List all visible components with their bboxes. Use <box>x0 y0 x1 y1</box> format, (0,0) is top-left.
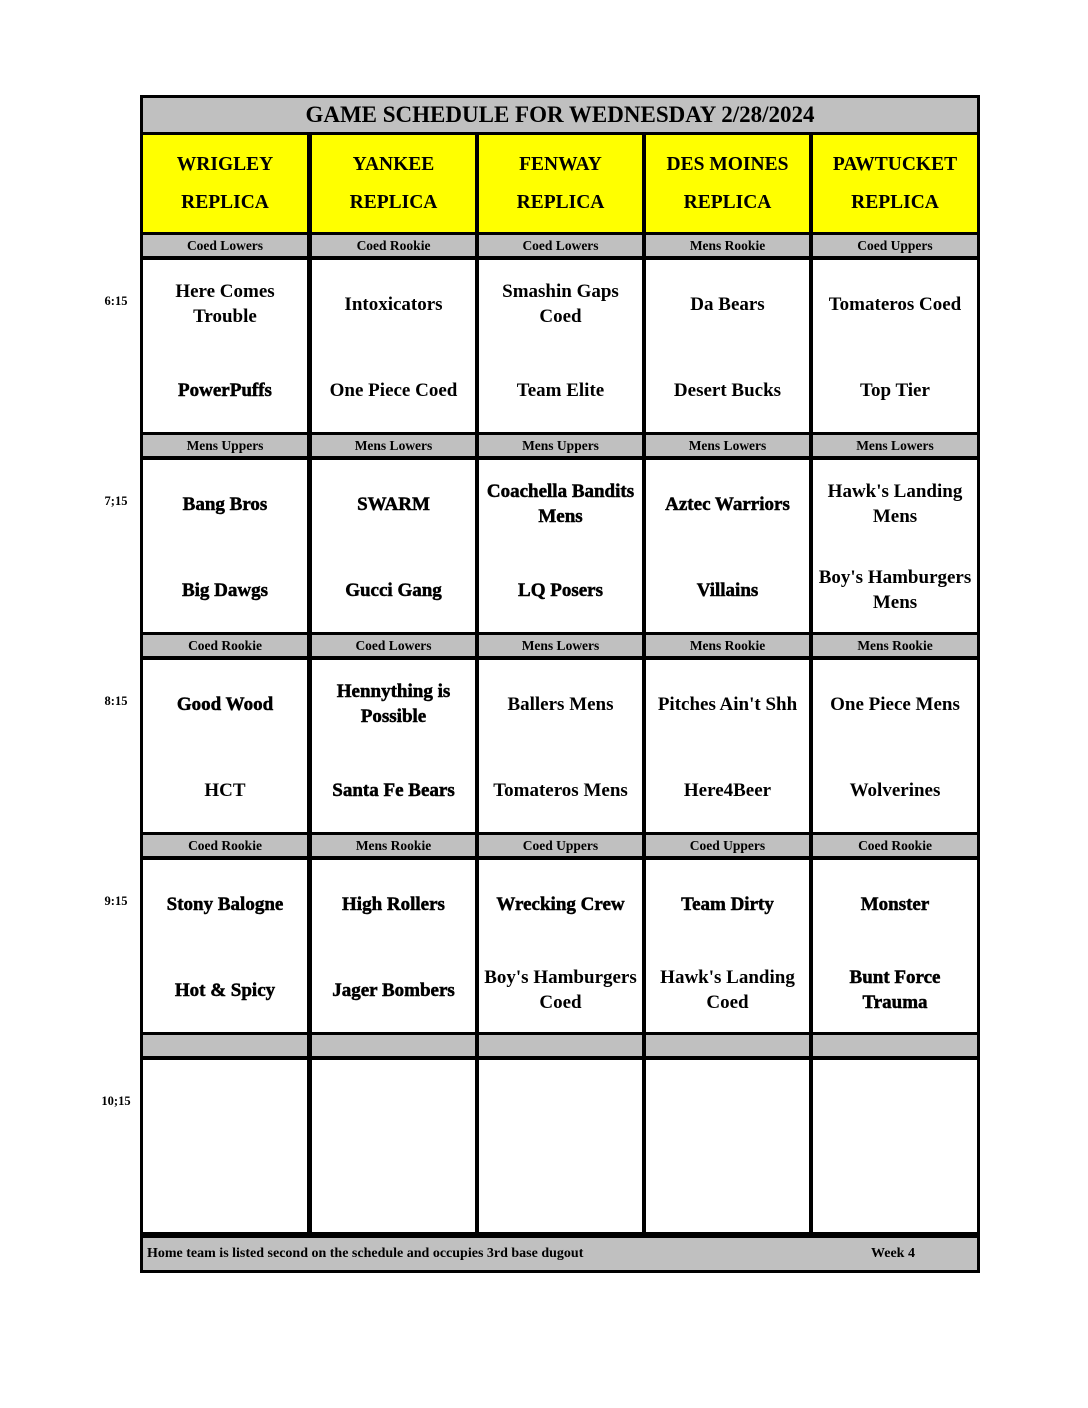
away-team: Bang Bros <box>182 493 268 515</box>
game-cell <box>646 260 809 432</box>
field-name: DES MOINES <box>666 153 789 175</box>
field-name: YANKEE <box>352 153 435 175</box>
division-label: Mens Lowers <box>646 435 809 456</box>
home-team <box>143 1148 307 1232</box>
game-cell <box>312 460 475 632</box>
home-team: Big Dawgs <box>181 579 269 601</box>
division-label: Mens Rookie <box>646 235 809 256</box>
game-cell <box>479 660 642 832</box>
game-cell <box>312 260 475 432</box>
division-label: Mens Lowers <box>479 635 642 656</box>
away-team: Pitches Ain't Shh <box>657 693 798 715</box>
game-cell <box>479 1060 642 1232</box>
home-team: Santa Fe Bears <box>332 779 455 801</box>
division-label <box>813 1035 977 1056</box>
away-team: Tomateros Coed <box>828 293 962 315</box>
away-team: Hawk's Landing Mens <box>827 481 963 527</box>
home-team <box>646 1148 809 1232</box>
home-team: Boy's Hamburgers Mens <box>818 567 972 613</box>
home-team: LQ Posers <box>518 579 603 601</box>
home-team <box>813 1148 977 1232</box>
home-team: PowerPuffs <box>178 379 272 401</box>
game-cell <box>646 860 809 1032</box>
field-subtitle: REPLICA <box>851 191 939 213</box>
footer-note: Home team is listed second on the schedule and occupies 3rd base dugout <box>147 1246 584 1261</box>
home-team: Gucci Gang <box>345 579 442 601</box>
time-slot-label: 9:15 <box>104 894 128 908</box>
game-cell <box>813 1060 977 1232</box>
division-label: Coed Uppers <box>646 835 809 856</box>
game-cell <box>646 460 809 632</box>
game-cell <box>143 1060 307 1232</box>
away-team: Wrecking Crew <box>496 893 625 915</box>
schedule-table <box>140 95 980 1273</box>
game-cell <box>143 460 307 632</box>
division-label <box>646 1035 809 1056</box>
game-cell <box>813 460 977 632</box>
division-label: Mens Lowers <box>312 435 475 456</box>
home-team: Wolverines <box>849 779 941 801</box>
division-label: Mens Rookie <box>646 635 809 656</box>
division-label: Mens Rookie <box>813 635 977 656</box>
time-slot-label: 7;15 <box>104 494 128 508</box>
game-cell <box>312 860 475 1032</box>
away-team: Coachella Bandits Mens <box>486 481 635 527</box>
away-team: Stony Balogne <box>166 893 284 915</box>
home-team: Boy's Hamburgers Coed <box>484 967 637 1013</box>
division-label: Coed Rookie <box>813 835 977 856</box>
game-cell <box>479 260 642 432</box>
away-team: Da Bears <box>690 293 765 315</box>
home-team: Tomateros Mens <box>493 779 628 801</box>
division-label: Coed Rookie <box>143 635 307 656</box>
game-cell <box>813 860 977 1032</box>
away-team: Hennything is Possible <box>336 681 451 727</box>
division-label <box>312 1035 475 1056</box>
game-cell <box>813 660 977 832</box>
field-subtitle: REPLICA <box>181 191 269 213</box>
division-label: Coed Lowers <box>312 635 475 656</box>
time-slot-label: 10;15 <box>101 1094 131 1108</box>
field-name: FENWAY <box>519 153 602 175</box>
field-name: WRIGLEY <box>176 153 274 175</box>
game-cell <box>143 260 307 432</box>
home-team: Hawk's Landing Coed <box>660 967 795 1013</box>
division-label: Coed Lowers <box>479 235 642 256</box>
division-label <box>479 1035 642 1056</box>
away-team <box>479 1060 642 1148</box>
division-label: Coed Rookie <box>143 835 307 856</box>
away-team: Aztec Warriors <box>665 493 790 515</box>
away-team: One Piece Mens <box>830 693 960 715</box>
home-team: Hot & Spicy <box>174 979 276 1001</box>
division-label: Mens Lowers <box>813 435 977 456</box>
away-team: Good Wood <box>176 693 274 715</box>
home-team: Top Tier <box>860 379 930 401</box>
away-team: High Rollers <box>342 893 445 915</box>
field-header-fenway <box>479 135 642 232</box>
division-label: Coed Rookie <box>312 235 475 256</box>
division-label: Mens Uppers <box>479 435 642 456</box>
away-team <box>312 1060 475 1148</box>
away-team <box>143 1060 307 1148</box>
game-cell <box>312 660 475 832</box>
game-cell <box>646 660 809 832</box>
field-subtitle: REPLICA <box>516 191 605 213</box>
away-team: SWARM <box>357 493 430 515</box>
away-team <box>813 1060 977 1148</box>
division-label: Coed Lowers <box>143 235 307 256</box>
away-team <box>646 1060 809 1148</box>
game-cell <box>646 1060 809 1232</box>
division-label: Mens Rookie <box>312 835 475 856</box>
home-team: Jager Bombers <box>332 979 455 1001</box>
time-slot-label: 8:15 <box>104 694 128 708</box>
home-team: One Piece Coed <box>329 379 458 401</box>
footer-bar <box>143 1238 977 1270</box>
field-header-des-moines <box>646 135 809 232</box>
home-team: Bunt Force Trauma <box>849 967 941 1013</box>
home-team: Desert Bucks <box>673 379 782 401</box>
week-label: Week 4 <box>871 1246 915 1261</box>
game-cell <box>143 860 307 1032</box>
game-cell <box>813 260 977 432</box>
home-team: Team Elite <box>516 379 605 401</box>
schedule-title: GAME SCHEDULE FOR WEDNESDAY 2/28/2024 <box>143 98 977 132</box>
field-header-pawtucket <box>813 135 977 232</box>
field-subtitle: REPLICA <box>683 191 772 213</box>
time-slot-label: 6:15 <box>104 294 128 308</box>
away-team: Monster <box>860 893 930 915</box>
game-cell <box>143 660 307 832</box>
away-team: Team Dirty <box>681 893 774 915</box>
game-cell <box>479 460 642 632</box>
division-label: Coed Uppers <box>479 835 642 856</box>
home-team: HCT <box>204 779 246 801</box>
away-team: Ballers Mens <box>507 693 614 715</box>
field-subtitle: REPLICA <box>349 191 438 213</box>
field-name: PAWTUCKET <box>832 153 958 175</box>
home-team <box>479 1148 642 1232</box>
home-team: Villains <box>696 579 759 601</box>
division-label: Mens Uppers <box>143 435 307 456</box>
game-cell <box>479 860 642 1032</box>
division-label <box>143 1035 307 1056</box>
division-label: Coed Uppers <box>813 235 977 256</box>
home-team <box>312 1148 475 1232</box>
away-team: Smashin Gaps Coed <box>502 281 619 327</box>
away-team: Intoxicators <box>344 293 443 315</box>
game-cell <box>312 1060 475 1232</box>
away-team: Here Comes Trouble <box>175 281 275 327</box>
field-header-yankee <box>312 135 475 232</box>
field-header-wrigley <box>143 135 307 232</box>
home-team: Here4Beer <box>683 779 772 801</box>
